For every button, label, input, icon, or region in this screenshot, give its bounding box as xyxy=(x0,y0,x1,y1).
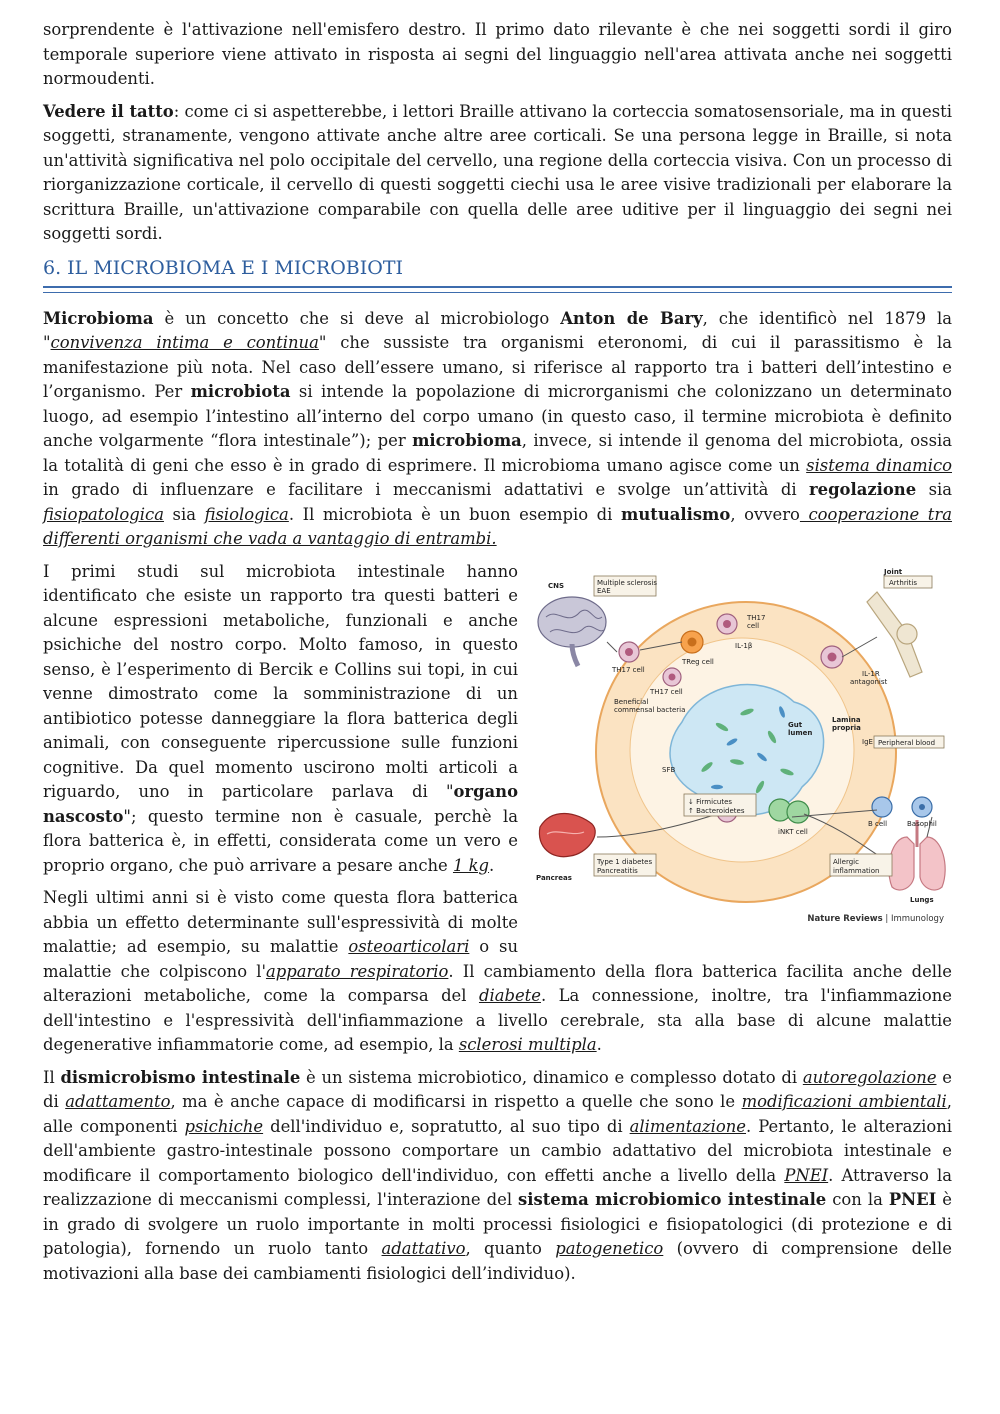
label-arthritis: Arthritis xyxy=(889,578,918,587)
label-lungs: Lungs xyxy=(910,895,934,904)
label-basophil: Basophil xyxy=(907,819,937,828)
label-il1r: IL-1R xyxy=(862,669,880,678)
bold-term: Vedere il tatto xyxy=(43,101,174,121)
label-il1r-antagonist: antagonist xyxy=(850,677,888,686)
document-page xyxy=(43,18,952,1294)
paragraph-microbioma: Microbioma è un concetto che si deve al microbiologo Anton de Bary, che identificò nel 1879 la "convivenza intima e continua" che sussiste tra organismi eteronomi, di cui il parassitismo è la manifestazione più nota. Nel caso dell’essere umano, si riferisce al rapporto tra i batteri dell’intestino e l’organismo. Per microbiota si intende la popolazione di microrganismi che colonizzano un determinato luogo, ad esempio l’intestino all’interno del corpo umano (in questo caso, il termine microbiota è definito anche volgarmente “flora intestinale”); per microbioma, invece, si intende il genoma del microbiota, ossia la totalità di geni che esso è in grado di esprimere. Il microbioma umano agisce come un sistema dinamico in grado di influenzare e facilitare i meccanismi adattativi e svolge un’attività di regolazione sia fisiopatologica sia fisiologica. Il microbiota è un buon esempio di mutualismo, ovvero cooperazione tra differenti organismi che vada a vantaggio di entrambi. xyxy=(43,308,953,548)
label-bacteroidetes: ↑ Bacteroidetes xyxy=(688,806,745,815)
microbiota-figure xyxy=(532,562,952,932)
joint-illustration xyxy=(867,592,922,677)
label-inflammation: inflammation xyxy=(833,866,880,875)
label-ige: IgE xyxy=(862,737,873,746)
label-gut: Gut xyxy=(788,720,803,729)
label-lumen: lumen xyxy=(788,728,813,737)
label-ms: Multiple sclerosis xyxy=(597,578,658,587)
paragraph-primi-studi: I primi studi sul microbiota intestinale hanno identificato che esiste un rapporto tra questi batteri e alcune espressioni metaboliche, funzionali e anche psichiche del nostro corpo. Molto famoso, in questo senso, è l’esperimento di Bercik e Collins sui topi, in cui venne dimostrato come la somministrazione di un antibiotico potesse danneggiare la flora batterica degli animali, con conseguente ripercussione sulle funzioni cognitive. Da quel momento uscirono molti articoli a riguardo, uno in particolare parlava di "organo nascosto"; questo termine non è casuale, perchè la flora batterica è, in effetti, considerata come un vero e proprio organo, che può arrivare a pesare anche 1 kg. xyxy=(43,561,518,875)
label-allergic: Allergic xyxy=(833,857,859,866)
label-joint: Joint xyxy=(884,567,903,576)
label-pancreatitis: Pancreatitis xyxy=(597,866,638,875)
label-beneficial-2: commensal bacteria xyxy=(614,705,686,714)
label-eae: EAE xyxy=(597,586,611,595)
brain-illustration xyxy=(538,597,606,666)
label-th17-a: TH17 cell xyxy=(612,665,645,674)
label-b-cell: B cell xyxy=(868,819,888,828)
label-th17-c: TH17 cell xyxy=(650,687,683,696)
paragraph-intro: sorprendente è l'attivazione nell'emisfero destro. Il primo dato rilevante è che nei soggetti sordi il giro temporale superiore viene attivato in risposta ai segni del linguaggio nell'area attivata anche nei soggetti normoudenti. xyxy=(43,20,952,88)
figure-caption: Nature Reviews | Immunology xyxy=(807,914,944,924)
label-peripheral-blood: Peripheral blood xyxy=(878,738,936,747)
pancreas-illustration xyxy=(539,813,595,856)
lungs-illustration xyxy=(889,820,945,890)
label-inkt: iNKT cell xyxy=(778,827,808,836)
label-th17-b2: cell xyxy=(747,621,760,630)
label-firmicutes: ↓ Firmicutes xyxy=(688,797,733,806)
label-th17-b: TH17 xyxy=(747,613,766,622)
label-lamina: Lamina xyxy=(832,715,861,724)
heading-divider xyxy=(43,286,952,293)
microbiota-diagram xyxy=(532,562,952,932)
label-propria: propria xyxy=(832,723,861,732)
paragraph-dismicrobismo: Il dismicrobismo intestinale è un sistema microbiotico, dinamico e complesso dotato di autoregolazione e di adattamento, ma è anche capace di modificarsi in rispetto a quelle che sono le modificazioni ambientali, alle componenti psichiche dell'individuo e, sopratutto, al suo tipo di alimentazione. Pertanto, le alterazioni dell'ambiente gastro-intestinale possono comportare un cambio adattativo del microbiota intestinale e modificare il comportamento biologico dell'individuo, con effetti anche a livello della PNEI. Attraverso la realizzazione di meccanismi complessi, l'interazione del sistema microbiomico intestinale con la PNEI è in grado di svolgere un ruolo importante in molti processi fisiologici e fisiopatologici (di protezione e di patologia), fornendo un ruolo tanto adattativo, quanto patogenetico (ovvero di comprensione delle motivazioni alla base dei cambiamenti fisiologici dell’individuo). xyxy=(43,1067,953,1283)
label-type1-diabetes: Type 1 diabetes xyxy=(597,857,653,866)
label-cns: CNS xyxy=(548,581,565,590)
section-heading: 6. IL MICROBIOMA E I MICROBIOTI xyxy=(43,256,404,279)
paragraph-ultimi-anni: Negli ultimi anni si è visto come questa flora batterica abbia un effetto determinante sull'espressività di molte malattie; ad esempio, su malattie osteoarticolari o su malattie che colpiscono l'apparato respiratorio. Il cambiamento della flora batterica facilita anche delle alterazioni metaboliche, come la comparsa del diabete. La connessione, inoltre, tra l'infiammazione dell'intestino e l'espressività dell'infiammazione a livello cerebrale, sta alla base di alcune malattie degenerative infiammatorie come, ad esempio, la sclerosi multipla. xyxy=(43,888,952,1054)
label-beneficial-1: Beneficial xyxy=(614,697,649,706)
label-pancreas: Pancreas xyxy=(536,873,572,882)
label-sfb: SFB xyxy=(662,765,676,774)
paragraph-vedere-il-tatto: Vedere il tatto: come ci si aspetterebbe, i lettori Braille attivano la corteccia somatosensoriale, ma in questi soggetti, stranamente, vengono attivate anche altre aree corticali. Se una persona legge in Braille, si nota un'attività significativa nel polo occipitale del cervello, una regione della corteccia visiva. Con un processo di riorganizzazione corticale, il cervello di questi soggetti ciechi usa le aree visive tradizionali per elaborare la scrittura Braille, un'attivazione comparabile con quella delle aree uditive per il linguaggio dei segni nei soggetti sordi. xyxy=(43,101,952,243)
label-treg: TReg cell xyxy=(682,657,714,666)
label-il1b: IL-1β xyxy=(735,641,753,650)
